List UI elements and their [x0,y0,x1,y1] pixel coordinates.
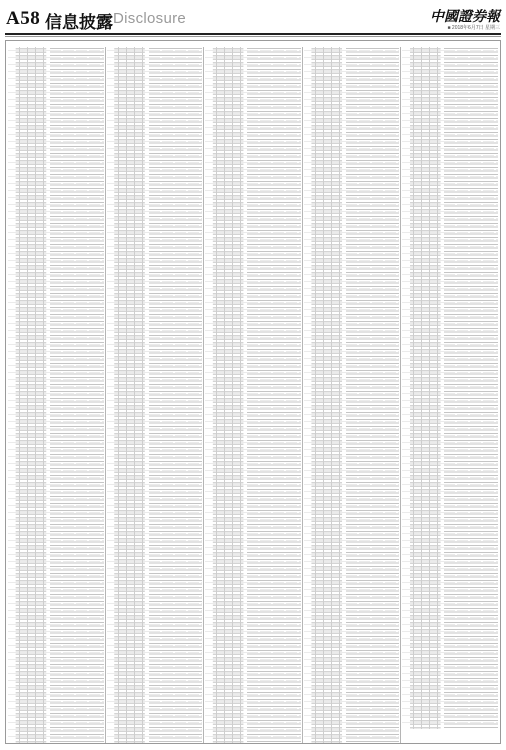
table-rows [107,47,203,743]
issue-date: ■ 2018年6月7日 星期三 [447,25,500,31]
disclosure-table [5,40,501,744]
section-title-english: Disclosure [113,10,187,27]
masthead-rule-thin [5,36,501,37]
table-columns [7,47,499,743]
table-column-5 [401,47,499,743]
masthead [6,6,500,32]
column-end-space [401,729,499,743]
table-rows [402,47,498,743]
table-column-1 [7,47,106,743]
table-rows [205,47,301,743]
page-number: A58 [6,8,41,29]
table-column-4 [303,47,402,743]
newspaper-logo: 中國證券報 [430,9,500,25]
section-title-chinese: 信息披露 [45,13,113,33]
table-rows [304,47,400,743]
table-column-3 [204,47,303,743]
table-rows [8,47,104,743]
table-column-2 [106,47,205,743]
masthead-rule [5,33,501,35]
